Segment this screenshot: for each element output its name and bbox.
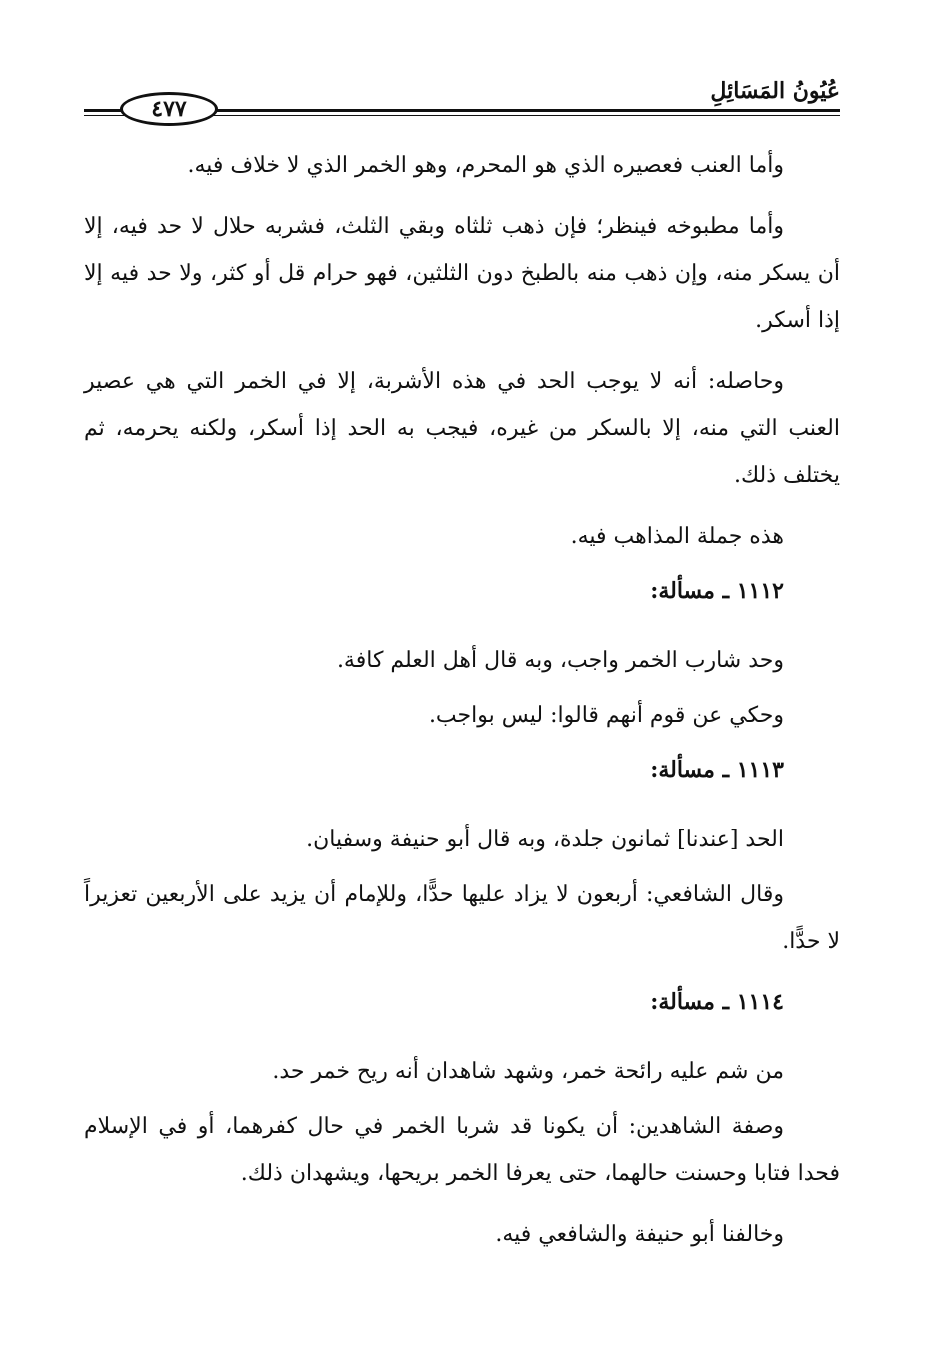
paragraph-shafii-forty: وقال الشافعي: أربعون لا يزاد عليها حدًّا، وللإمام أن يزيد على الأربعين تعزيراً لا حدًّا. [84,882,840,954]
paragraph-cooked-juice: وأما مطبوخه فينظر؛ فإن ذهب ثلثاه وبقي الثلث، فشربه حلال لا حد فيه، إلا أن يسكر منه، وإن ذهب منه بالطبخ دون الثلثين، فهو حرام قل أو كثر، ولا حد فيه إلا إذا أسكر. [84,214,840,333]
running-title: عُيُونُ المَسَائِلِ [710,78,840,104]
paragraph-disagreement: وخالفنا أبو حنيفة والشافعي فيه. [495,1222,784,1247]
paragraph-punishment-obligatory: وحد شارب الخمر واجب، وبه قال أهل العلم كافة. [336,648,784,673]
issue-heading-1112: ١١١٢ ـ مسألة: [650,578,784,604]
paragraph-summary: وحاصله: أنه لا يوجب الحد في هذه الأشربة، إلا في الخمر التي هي عصير العنب التي منه، إلا بالسكر من غيره، فيجب به الحد إذا أسكر، ولكنه يحرمه، ثم يختلف ذلك. [84,369,840,488]
page-body [84,142,840,1272]
paragraph-eighty-lashes: الحد [عندنا] ثمانون جلدة، وبه قال أبو حنيفة وسفيان. [306,827,784,852]
paragraph-grapes: وأما العنب فعصيره الذي هو المحرم، وهو الخمر الذي لا خلاف فيه. [187,153,784,178]
paragraph-witnesses: وصفة الشاهدين: أن يكونا قد شربا الخمر في حال كفرهما، أو في الإسلام فحدا فتابا وحسنت حالهما، حتى يعرفا الخمر بريحها، ويشهدان ذلك. [84,1114,840,1186]
page-header [84,70,840,130]
paragraph-schools: هذه جملة المذاهب فيه. [570,524,784,549]
issue-heading-1114: ١١١٤ ـ مسألة: [650,989,784,1015]
page-number-badge [120,92,218,126]
page-number: ٤٧٧ [151,96,187,122]
paragraph-smell: من شم عليه رائحة خمر، وشهد شاهدان أنه ريح خمر حد. [272,1059,784,1084]
paragraph-dissent: وحكي عن قوم أنهم قالوا: ليس بواجب. [428,703,784,728]
issue-heading-1113: ١١١٣ ـ مسألة: [650,757,784,783]
